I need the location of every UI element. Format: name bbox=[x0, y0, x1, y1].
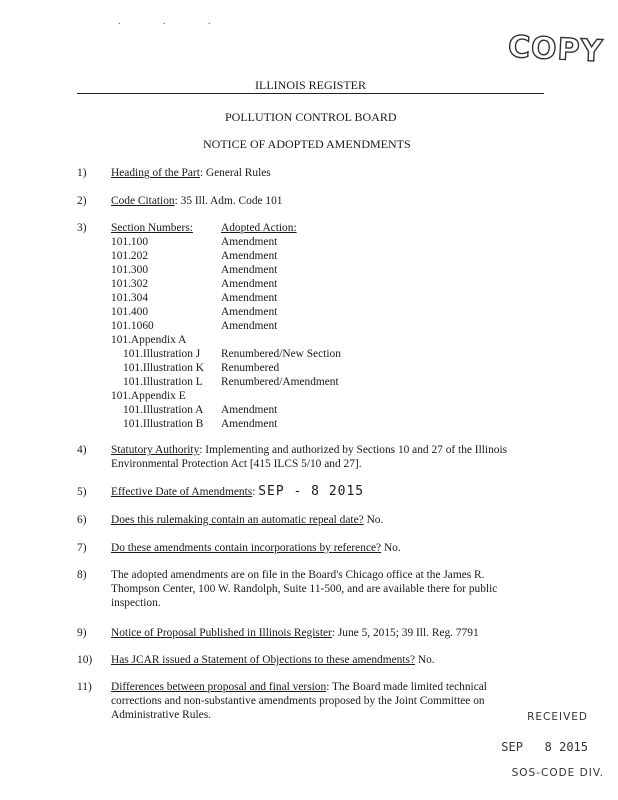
item-number: 4) bbox=[77, 444, 87, 456]
section-action: Amendment bbox=[221, 320, 278, 332]
item-label: Differences between proposal and final version bbox=[111, 681, 327, 693]
item-label: Code Citation bbox=[111, 195, 175, 207]
item-number: 10) bbox=[77, 654, 93, 666]
adopted-action-label: Adopted Action: bbox=[221, 222, 297, 234]
item-text: : 35 Ill. Adm. Code 101 bbox=[174, 195, 283, 207]
item-text: The adopted amendments are on file in the Board's Chicago office at the James R. Thompson Center, 100 W. Randolph, Suite 11-500, and are available there for public inspection. bbox=[111, 569, 498, 609]
scan-marks: . . . bbox=[118, 16, 231, 27]
copy-stamp: COPY bbox=[507, 29, 605, 70]
item-label: Has JCAR issued a Statement of Objections to these amendments? bbox=[111, 654, 416, 666]
section-action: Amendment bbox=[221, 278, 278, 290]
item-text: No. bbox=[415, 654, 435, 666]
item-text: : June 5, 2015; 39 Ill. Reg. 7791 bbox=[331, 627, 479, 639]
item-number: 11) bbox=[77, 681, 92, 693]
section-number: 101.Appendix E bbox=[111, 390, 186, 402]
item-label: Does this rulemaking contain an automatic repeal date? bbox=[111, 514, 364, 526]
section-number: 101.Illustration L bbox=[123, 376, 203, 388]
item-number: 7) bbox=[77, 542, 87, 554]
item-text: : The Board made limited technical corrections and non-substantive amendments proposed by the Joint Committee on Administrative Rules. bbox=[111, 681, 487, 721]
item-number: 1) bbox=[77, 167, 87, 179]
section-number: 101.Illustration A bbox=[123, 404, 204, 416]
item-label: Do these amendments contain incorporations by reference? bbox=[111, 542, 382, 554]
received-stamp-date: SEP 8 2015 bbox=[501, 740, 588, 754]
board-name: POLLUTION CONTROL BOARD bbox=[225, 110, 397, 124]
item-label: Statutory Authority bbox=[111, 444, 200, 456]
section-action: Renumbered/Amendment bbox=[221, 376, 339, 388]
section-number: 101.Illustration J bbox=[123, 348, 201, 360]
section-number: 101.Appendix A bbox=[111, 334, 187, 346]
section-action: Amendment bbox=[221, 250, 278, 262]
received-stamp-division: SOS-CODE DIV. bbox=[511, 767, 604, 779]
item-number: 3) bbox=[77, 222, 87, 234]
section-number: 101.100 bbox=[111, 236, 149, 248]
item-label: Notice of Proposal Published in Illinois Register bbox=[111, 627, 332, 639]
section-number: 101.300 bbox=[111, 264, 149, 276]
section-numbers-label: Section Numbers: bbox=[111, 222, 193, 234]
item-number: 5) bbox=[77, 486, 87, 498]
section-action: Amendment bbox=[221, 264, 278, 276]
section-action: Amendment bbox=[221, 404, 278, 416]
section-action: Amendment bbox=[221, 236, 278, 248]
section-action: Renumbered/New Section bbox=[221, 348, 341, 360]
section-number: 101.202 bbox=[111, 250, 149, 262]
section-action: Amendment bbox=[221, 306, 278, 318]
section-number: 101.Illustration K bbox=[123, 362, 204, 374]
item-number: 9) bbox=[77, 627, 87, 639]
item-number: 6) bbox=[77, 514, 87, 526]
section-number: 101.1060 bbox=[111, 320, 154, 332]
item-text: : Implementing and authorized by Sections 10 and 27 of the Illinois Environmental Protection Act [415 ILCS 5/10 and 27]. bbox=[111, 444, 508, 470]
section-number: 101.400 bbox=[111, 306, 149, 318]
register-title: ILLINOIS REGISTER bbox=[255, 78, 366, 92]
effective-date-stamp: SEP - 8 2015 bbox=[258, 484, 365, 499]
register-underline bbox=[77, 93, 544, 94]
received-stamp-label: RECEIVED bbox=[527, 711, 588, 723]
item-number: 2) bbox=[77, 195, 87, 207]
section-action: Renumbered bbox=[221, 362, 280, 374]
section-number: 101.304 bbox=[111, 292, 149, 304]
section-action: Amendment bbox=[221, 418, 278, 430]
item-text: : bbox=[252, 486, 256, 498]
notice-title: NOTICE OF ADOPTED AMENDMENTS bbox=[203, 137, 411, 151]
section-number: 101.302 bbox=[111, 278, 149, 290]
item-label: Effective Date of Amendments bbox=[111, 486, 253, 498]
item-label: Heading of the Part bbox=[111, 167, 200, 179]
section-action: Amendment bbox=[221, 292, 278, 304]
item-text: No. bbox=[363, 514, 384, 526]
section-number: 101.Illustration B bbox=[123, 418, 204, 430]
item-number: 8) bbox=[77, 569, 87, 581]
item-text: No. bbox=[381, 542, 401, 554]
item-text: : General Rules bbox=[199, 167, 271, 179]
